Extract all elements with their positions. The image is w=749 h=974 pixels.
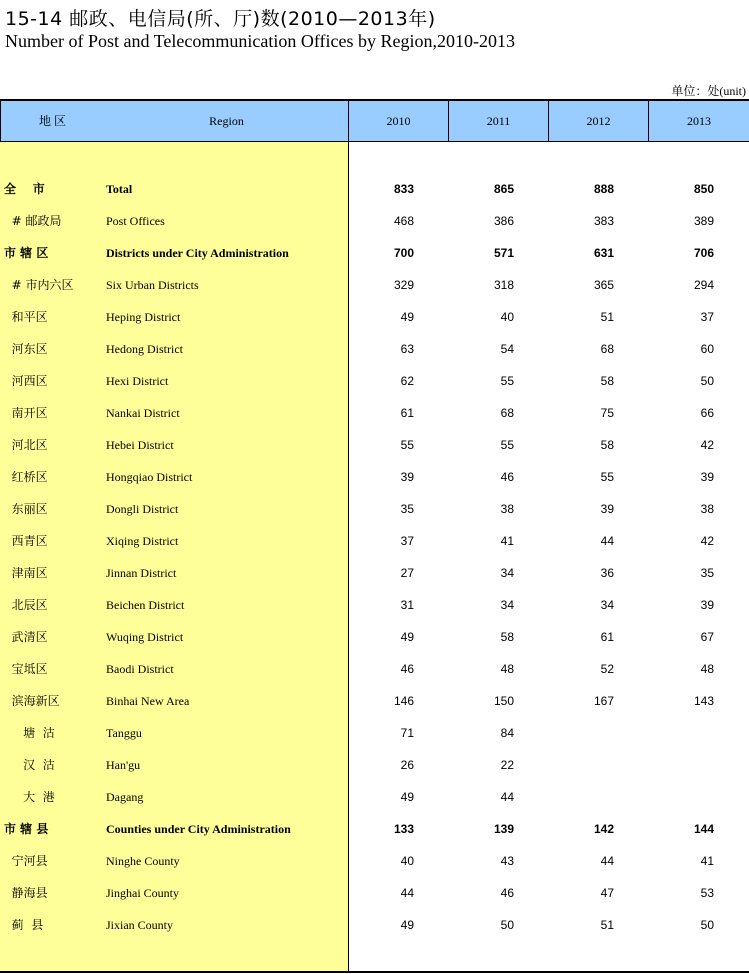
- value-cell-2012: 47: [600, 886, 614, 900]
- region-name-en: Six Urban Districts: [106, 278, 199, 292]
- value-cell-2013: 39: [700, 470, 714, 484]
- value-cell-2010: 61: [400, 406, 414, 420]
- value-cell-2013: [654, 749, 714, 781]
- table-row: [0, 653, 749, 685]
- value-cell-2013: 144: [693, 822, 714, 836]
- unit-label: 单位：处(unit): [671, 84, 746, 98]
- region-name-cn: 红桥区: [4, 470, 48, 484]
- table-row: [0, 397, 749, 429]
- header-divider: [548, 101, 549, 142]
- value-cell-2010: 26: [400, 758, 414, 772]
- region-name-cn: 塘 沽: [4, 726, 55, 740]
- value-cell-2010: 49: [400, 790, 414, 804]
- region-name-en: Wuqing District: [106, 630, 184, 644]
- value-cell-2012: 68: [600, 342, 614, 356]
- value-cell-2011: 34: [500, 566, 514, 580]
- value-cell-2012: [554, 781, 614, 813]
- value-cell-2012: 51: [600, 310, 614, 324]
- region-name-en: Jixian County: [106, 918, 174, 932]
- region-name-cn: 蓟 县: [4, 918, 44, 932]
- value-cell-2010: 44: [400, 886, 414, 900]
- region-name-en: Ninghe County: [106, 854, 180, 868]
- value-cell-2013: 50: [700, 374, 714, 388]
- table-row: [0, 269, 749, 301]
- table-row: [0, 749, 749, 781]
- value-cell-2011: 48: [500, 662, 514, 676]
- value-cell-2011: 22: [500, 758, 514, 772]
- value-cell-2012: 75: [600, 406, 614, 420]
- value-cell-2012: 888: [593, 182, 614, 196]
- value-cell-2011: 55: [500, 438, 514, 452]
- value-cell-2012: 51: [600, 918, 614, 932]
- value-cell-2013: 42: [700, 534, 714, 548]
- header-year-2013: 2013: [687, 114, 711, 128]
- region-name-cn: 宁河县: [4, 854, 48, 868]
- value-cell-2013: 50: [700, 918, 714, 932]
- region-name-en: Dagang: [106, 790, 144, 804]
- value-cell-2010: 40: [400, 854, 414, 868]
- value-cell-2011: 68: [500, 406, 514, 420]
- value-cell-2011: 139: [493, 822, 514, 836]
- region-name-cn: 宝坻区: [4, 662, 48, 676]
- value-cell-2012: [554, 717, 614, 749]
- region-name-en: Counties under City Administration: [106, 822, 291, 836]
- value-cell-2013: 37: [700, 310, 714, 324]
- region-name-en: Binhai New Area: [106, 694, 190, 708]
- region-name-cn: # 市内六区: [4, 278, 74, 292]
- value-cell-2012: 383: [593, 214, 614, 228]
- value-cell-2012: 39: [600, 502, 614, 516]
- region-name-cn: 南开区: [4, 406, 48, 420]
- region-name-en: Nankai District: [106, 406, 180, 420]
- table-title-cn: 15-14 邮政、电信局(所、厅)数(2010—2013年): [5, 8, 436, 30]
- header-year-2011: 2011: [486, 114, 511, 128]
- value-cell-2011: 34: [500, 598, 514, 612]
- value-cell-2012: 34: [600, 598, 614, 612]
- value-cell-2012: 44: [600, 534, 614, 548]
- value-cell-2011: 40: [500, 310, 514, 324]
- header-region-cn: 地 区: [38, 114, 66, 128]
- value-cell-2010: 55: [400, 438, 414, 452]
- value-cell-2011: 54: [500, 342, 514, 356]
- region-name-cn: 市 辖 县: [4, 822, 49, 836]
- value-cell-2011: 318: [493, 278, 514, 292]
- table-row: [0, 621, 749, 653]
- value-cell-2011: 55: [500, 374, 514, 388]
- value-cell-2011: 865: [493, 182, 514, 196]
- table-row: [0, 717, 749, 749]
- region-name-cn: 北辰区: [4, 598, 48, 612]
- header-divider: [448, 101, 449, 142]
- region-name-en: Dongli District: [106, 502, 179, 516]
- region-name-en: Hedong District: [106, 342, 183, 356]
- value-cell-2011: 46: [500, 886, 514, 900]
- table-row: [0, 557, 749, 589]
- table-row: [0, 205, 749, 237]
- value-cell-2013: 60: [700, 342, 714, 356]
- value-cell-2013: 53: [700, 886, 714, 900]
- header-divider: [0, 101, 1, 142]
- header-year-2012: 2012: [586, 114, 611, 128]
- region-name-cn: 滨海新区: [4, 694, 60, 708]
- value-cell-2010: 833: [393, 182, 414, 196]
- table-row: [0, 301, 749, 333]
- region-name-en: Hexi District: [106, 374, 169, 388]
- value-cell-2011: 150: [493, 694, 514, 708]
- region-name-en: Districts under City Administration: [106, 246, 289, 260]
- value-cell-2010: 49: [400, 310, 414, 324]
- region-name-cn: 河北区: [4, 438, 48, 452]
- value-cell-2012: 52: [600, 662, 614, 676]
- region-name-cn: # 邮政局: [4, 214, 62, 228]
- value-cell-2013: 389: [693, 214, 714, 228]
- region-name-cn: 武清区: [4, 630, 48, 644]
- value-cell-2013: 39: [700, 598, 714, 612]
- value-cell-2010: 49: [400, 630, 414, 644]
- region-name-en: Hebei District: [106, 438, 174, 452]
- value-cell-2013: 143: [693, 694, 714, 708]
- value-cell-2011: 44: [500, 790, 514, 804]
- region-name-cn: 西青区: [4, 534, 48, 548]
- value-cell-2013: 35: [700, 566, 714, 580]
- table-row: [0, 525, 749, 557]
- header-year-2010: 2010: [386, 114, 411, 128]
- table-row: [0, 813, 749, 845]
- region-name-en: Baodi District: [106, 662, 174, 676]
- header-divider: [348, 101, 349, 142]
- region-name-en: Total: [106, 182, 133, 196]
- value-cell-2010: 39: [400, 470, 414, 484]
- region-name-cn: 全 市: [4, 182, 45, 196]
- value-cell-2013: 706: [693, 246, 714, 260]
- value-cell-2013: 67: [700, 630, 714, 644]
- value-cell-2011: 58: [500, 630, 514, 644]
- value-cell-2011: 43: [500, 854, 514, 868]
- table-row: [0, 845, 749, 877]
- region-name-cn: 大 港: [4, 790, 55, 804]
- value-cell-2013: [654, 717, 714, 749]
- value-cell-2012: 631: [593, 246, 614, 260]
- value-cell-2011: 50: [500, 918, 514, 932]
- value-cell-2011: 386: [493, 214, 514, 228]
- value-cell-2013: 48: [700, 662, 714, 676]
- region-name-cn: 市 辖 区: [4, 246, 49, 260]
- value-cell-2012: 58: [600, 438, 614, 452]
- value-cell-2012: 365: [593, 278, 614, 292]
- value-cell-2010: 63: [400, 342, 414, 356]
- value-cell-2010: 49: [400, 918, 414, 932]
- value-cell-2013: 42: [700, 438, 714, 452]
- header-divider: [648, 101, 649, 142]
- table-row: [0, 365, 749, 397]
- table-row: [0, 589, 749, 621]
- value-cell-2010: 62: [400, 374, 414, 388]
- region-name-en: Tanggu: [106, 726, 142, 740]
- value-cell-2011: 41: [500, 534, 514, 548]
- value-cell-2011: 38: [500, 502, 514, 516]
- value-cell-2012: 142: [593, 822, 614, 836]
- table-row: [0, 909, 749, 941]
- value-cell-2010: 146: [393, 694, 414, 708]
- value-cell-2013: 41: [700, 854, 714, 868]
- value-cell-2010: 468: [393, 214, 414, 228]
- value-cell-2010: 700: [393, 246, 414, 260]
- value-cell-2011: 571: [493, 246, 514, 260]
- table-row: [0, 685, 749, 717]
- value-cell-2013: 294: [693, 278, 714, 292]
- table-header: [0, 101, 749, 142]
- table-row: [0, 781, 749, 813]
- table-row: [0, 173, 749, 205]
- value-cell-2010: 329: [393, 278, 414, 292]
- value-cell-2012: 36: [600, 566, 614, 580]
- value-cell-2010: 31: [400, 598, 414, 612]
- table-row: [0, 493, 749, 525]
- value-cell-2011: 46: [500, 470, 514, 484]
- region-name-en: Jinnan District: [106, 566, 177, 580]
- region-name-cn: 东丽区: [4, 502, 48, 516]
- value-cell-2010: 46: [400, 662, 414, 676]
- region-name-en: Post Offices: [106, 214, 165, 228]
- header-region-en: Region: [209, 114, 244, 128]
- region-name-en: Hongqiao District: [106, 470, 193, 484]
- value-cell-2010: 71: [400, 726, 414, 740]
- table-row: [0, 333, 749, 365]
- value-cell-2010: 27: [400, 566, 414, 580]
- value-cell-2011: 84: [500, 726, 514, 740]
- region-name-cn: 津南区: [4, 566, 48, 580]
- value-cell-2010: 133: [393, 822, 414, 836]
- region-name-cn: 静海县: [4, 886, 48, 900]
- region-name-en: Xiqing District: [106, 534, 179, 548]
- region-name-cn: 河西区: [4, 374, 48, 388]
- value-cell-2012: [554, 749, 614, 781]
- value-cell-2012: 55: [600, 470, 614, 484]
- region-name-en: Jinghai County: [106, 886, 180, 900]
- value-cell-2012: 61: [600, 630, 614, 644]
- value-cell-2013: 38: [700, 502, 714, 516]
- bottom-rule: [0, 971, 749, 973]
- table-title-en: Number of Post and Telecommunication Offices by Region,2010-2013: [5, 31, 515, 51]
- region-name-en: Han'gu: [106, 758, 141, 772]
- table-row: [0, 429, 749, 461]
- region-name-cn: 河东区: [4, 342, 48, 356]
- value-cell-2013: 850: [693, 182, 714, 196]
- value-cell-2010: 35: [400, 502, 414, 516]
- region-name-en: Beichen District: [106, 598, 185, 612]
- table-row: [0, 461, 749, 493]
- table-row: [0, 237, 749, 269]
- value-cell-2012: 58: [600, 374, 614, 388]
- value-cell-2013: 66: [700, 406, 714, 420]
- value-cell-2010: 37: [400, 534, 414, 548]
- region-name-en: Heping District: [106, 310, 181, 324]
- region-name-cn: 汉 沽: [4, 758, 55, 772]
- table-row: [0, 877, 749, 909]
- value-cell-2012: 167: [593, 694, 614, 708]
- region-name-cn: 和平区: [4, 310, 48, 324]
- value-cell-2013: [654, 781, 714, 813]
- value-cell-2012: 44: [600, 854, 614, 868]
